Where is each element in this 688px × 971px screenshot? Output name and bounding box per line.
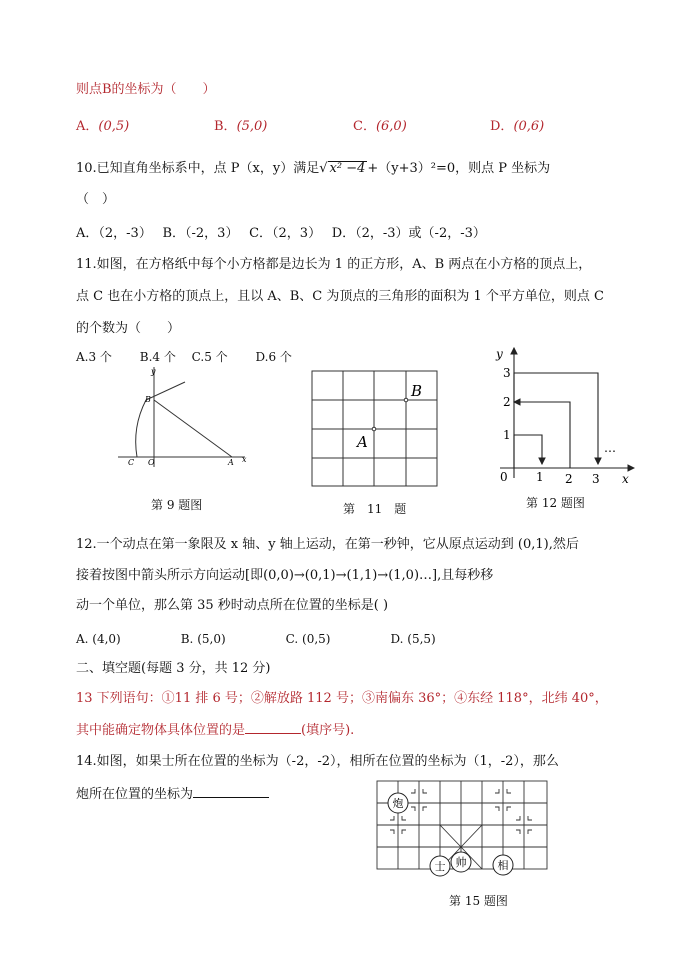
fig9-point-b: B <box>145 395 151 404</box>
q10-paren: （ ） <box>76 192 116 207</box>
q13-answer-blank[interactable] <box>245 721 301 734</box>
fig15-caption: 第 15 题图 <box>449 894 508 908</box>
q11-line3: 的个数为（ ） <box>76 321 181 336</box>
q12-line2: 接着按图中箭头所示方向运动[即(0,0)→(0,1)→(1,1)→(1,0)…],且每秒移 <box>76 568 494 583</box>
fig12-path-3 <box>514 373 598 464</box>
fig15-xiang-label: 相 <box>497 859 509 872</box>
q14-line2: 炮所在位置的坐标为 <box>76 785 269 804</box>
q9-stem: 则点B的坐标为（ ） <box>76 82 216 97</box>
fig11-label-b: B <box>411 382 423 400</box>
figure-12 <box>492 340 642 490</box>
fig12-tick-y1: 1 <box>503 428 511 442</box>
fig9-y-label: y <box>151 367 156 376</box>
fig9-point-a: A <box>228 458 234 467</box>
q9-option-c: C．(6,0) <box>353 119 407 134</box>
fig12-tick-x3: 3 <box>592 472 600 486</box>
fig9-x-label: x <box>242 455 247 464</box>
q13-line2: 其中能确定物体具体位置的是 (填序号). <box>76 723 355 738</box>
q10-stem: 10.已知直角坐标系中，点 P（x，y）满足√ x² −4 +（y+3）²=0，则点 P 坐标为 <box>76 161 551 176</box>
fig12-caption: 第 12 题图 <box>526 496 585 510</box>
q11-options: A.3 个 B.4 个 C.5 个 D.6 个 <box>76 350 292 364</box>
fig11-point-b-dot <box>404 398 408 402</box>
fig9-caption: 第 9 题图 <box>151 498 203 512</box>
q9-option-a: A．(0,5) <box>76 119 130 134</box>
fig9-segment-ab <box>154 400 232 457</box>
fig12-tick-y2: 2 <box>503 395 511 409</box>
fig12-tick-x2: 2 <box>565 472 573 486</box>
fig15-shi-label: 士 <box>434 860 446 873</box>
fig11-label-a: A <box>357 433 368 451</box>
fig12-x-label: x <box>622 472 629 486</box>
fig12-origin: 0 <box>500 470 508 484</box>
figure-9 <box>110 362 260 472</box>
q9-option-b: B．(5,0) <box>214 119 268 134</box>
q14-line1: 14.如图，如果士所在位置的坐标为（-2，-2），相所在位置的坐标为（1，-2），那么 <box>76 754 559 769</box>
fig12-ellipsis: … <box>604 441 616 455</box>
q12-line3: 动一个单位，那么第 35 秒时动点所在位置的坐标是( ) <box>76 598 389 613</box>
q10-options: A．（2，-3） B．（-2，3） C．（2，3） D．（2，-3）或（-2，-3） <box>76 226 486 241</box>
fig12-tick-y3: 3 <box>503 366 511 380</box>
q13-line1: 13 下列语句：①11 排 6 号；②解放路 112 号；③南偏东 36°；④东经 118°，北纬 40°， <box>76 691 608 706</box>
q12-options: A. (4,0) B. (5,0) C. (0,5) D. (5,5) <box>76 632 436 646</box>
q12-line1: 12.一个动点在第一象限及 x 轴、y 轴上运动，在第一秒钟，它从原点运动到 (0,1),然后 <box>76 537 579 552</box>
fig12-path-1 <box>514 435 542 468</box>
section2-title: 二、填空题(每题 3 分，共 12 分) <box>76 661 271 676</box>
figure-15 <box>375 779 550 874</box>
q11-line2: 点 C 也在小方格的顶点上，且以 A、B、C 为顶点的三角形的面积为 1 个平方单位，则点 C <box>76 289 604 304</box>
fig15-shuai-label: 帅 <box>455 856 467 869</box>
fig12-y-label: y <box>496 347 503 361</box>
fig9-point-c: C <box>128 458 135 467</box>
fig15-pao-label: 炮 <box>392 797 404 810</box>
fig9-arc <box>136 382 185 457</box>
fig11-point-a-dot <box>372 427 376 431</box>
fig9-origin: O <box>148 458 155 467</box>
figure-11 <box>311 370 439 488</box>
q11-line1: 11.如图，在方格纸中每个小方格都是边长为 1 的正方形，A、B 两点在小方格的顶点上， <box>76 257 592 272</box>
fig11-caption: 第 11 题 <box>343 502 407 516</box>
fig12-tick-x1: 1 <box>536 470 544 484</box>
q14-answer-blank[interactable] <box>193 785 269 798</box>
q9-option-d: D．(0,6) <box>490 119 545 134</box>
